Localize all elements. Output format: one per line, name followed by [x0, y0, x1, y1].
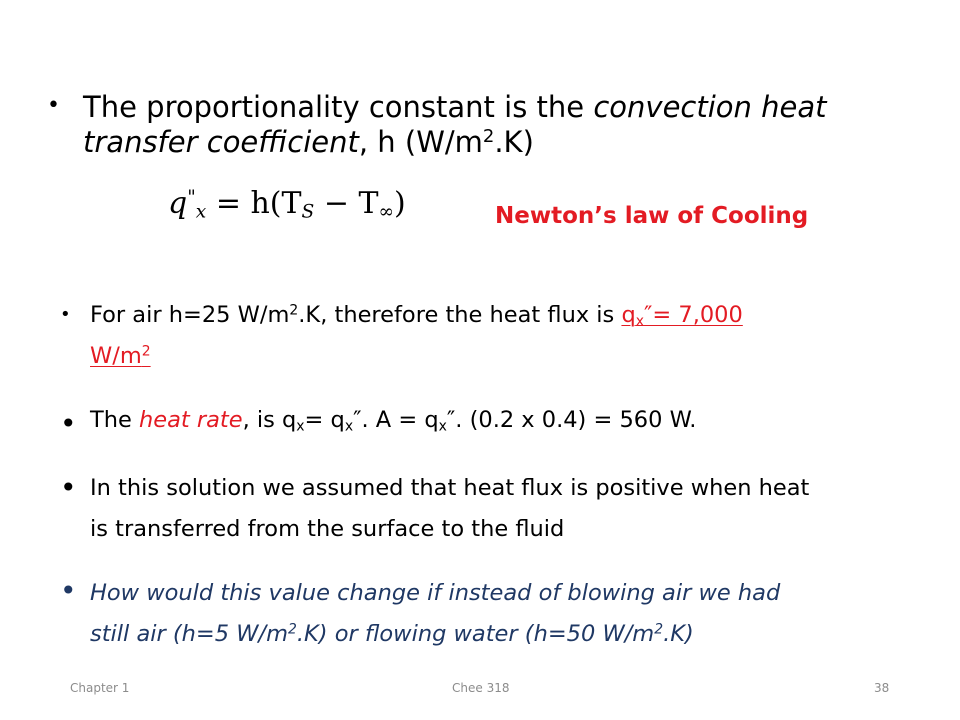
- bullet-dot: •: [60, 471, 77, 504]
- bullet-1-line-2: transfer coefficient, h $(W/m^2.K)$: [83, 125, 534, 159]
- newtons-law-equation: $q^"_x = h(T_S - T_\infty)$: [168, 186, 406, 223]
- bullet-1-line-1: The proportionality constant is the convection heat: [83, 90, 827, 124]
- bullet-dot: •: [60, 304, 71, 325]
- footer-page-number: 38: [874, 681, 890, 695]
- bullet-dot: •: [60, 574, 77, 607]
- bullet-dot: •: [60, 407, 77, 440]
- bullet-4-line-1: In this solution we assumed that heat flux is positive when heat: [90, 475, 810, 501]
- bullet-5-line-2: still air (h=5 $W/m^2.K$) or flowing water (h=50 $W/m^2.K$): [90, 621, 694, 647]
- heat-flux-value: $q_x''= 7,000$: [621, 302, 743, 330]
- bullet-2-line-1: For air h=25 $W/m^2.K$, therefore the heat flux is $q_x''= 7,000$: [90, 302, 743, 330]
- bullet-dot: •: [47, 93, 60, 118]
- footer-chapter: Chapter 1: [70, 681, 130, 695]
- bullet-2-line-2: $W/m^2$: [90, 343, 151, 369]
- bullet-4-line-2: is transferred from the surface to the fluid: [90, 516, 565, 542]
- bullet-3-line: The heat rate, is $q_x= q_x''$. $A = q_x''$. (0.2 x 0.4) = 560 W.: [90, 407, 697, 435]
- newtons-law-label: Newton’s law of Cooling: [495, 203, 809, 229]
- footer-course: Chee 318: [452, 681, 510, 695]
- bullet-5-line-1: How would this value change if instead of blowing air we had: [90, 580, 781, 606]
